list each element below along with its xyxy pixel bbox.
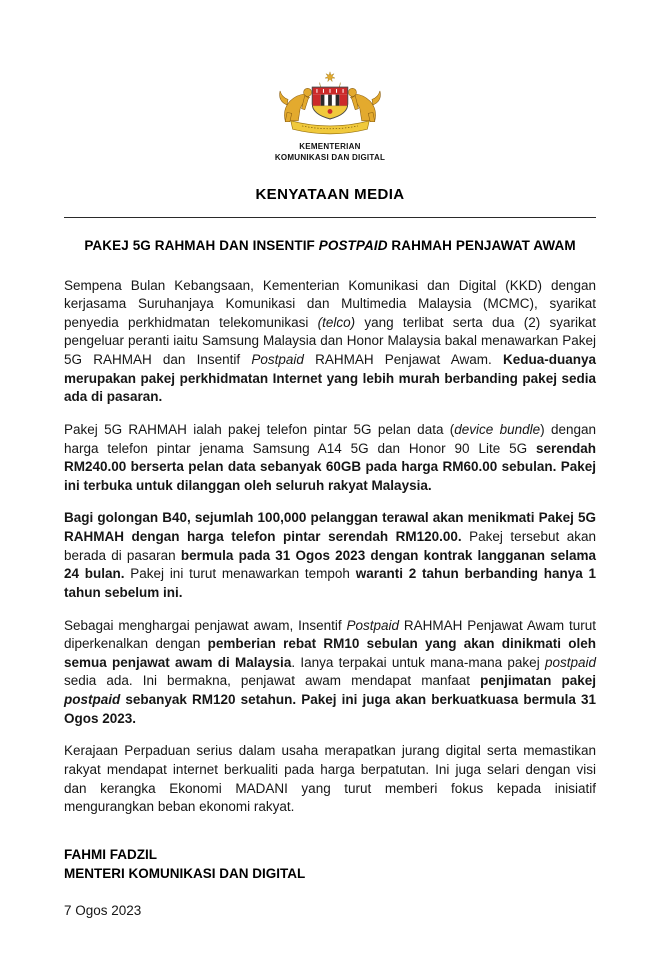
paragraph-1: Sempena Bulan Kebangsaan, Kementerian Komunikasi dan Digital (KKD) dengan kerjasama Suruhanjaya Komunikasi dan Multimedia Malaysia (MCMC), syarikat penyedia perkhidmatan telekomunikasi (telco) yang terlibat serta dua (2) syarikat pengeluar peranti iaitu Samsung Malaysia dan Honor Malaysia bakal menawarkan Pakej 5G RAHMAH dan Insentif Postpaid RAHMAH Penjawat Awam. Kedua-duanya merupakan pakej perkhidmatan Internet yang lebih murah berbanding pakej sedia ada di pasaran.	[64, 277, 596, 405]
press-release-body	[64, 277, 596, 817]
signature-block	[64, 845, 596, 883]
press-release-title: PAKEJ 5G RAHMAH DAN INSENTIF POSTPAID RAHMAH PENJAWAT AWAM	[84, 237, 576, 253]
document-header	[64, 70, 596, 218]
header-divider	[64, 217, 596, 218]
paragraph-4: Sebagai menghargai penjawat awam, Insentif Postpaid RAHMAH Penjawat Awam turut diperkenalkan dengan pemberian rebat RM10 sebulan yang akan dinikmati oleh semua penjawat awam di Malaysia. Ianya terpakai untuk mana-mana pakej postpaid sedia ada. Ini bermakna, penjawat awam mendapat manfaat penjimatan pakej postpaid sebanyak RM120 setahun. Pakej ini juga akan berkuatkuasa bermula 31 Ogos 2023.	[64, 617, 597, 726]
ministry-name-line1: KEMENTERIAN	[299, 142, 361, 151]
document-footer	[64, 845, 596, 918]
paragraph-5: Kerajaan Perpaduan serius dalam usaha merapatkan jurang digital serta memastikan rakyat mendapat internet berkualiti pada harga berpatutan. Ini juga selari dengan visi dan kerangka Ekonomi MADANI yang turut memberi fokus kepada inisiatif mengurangkan beban ekonomi rakyat.	[64, 743, 596, 815]
paragraph-3: Bagi golongan B40, sejumlah 100,000 pelanggan terawal akan menikmati Pakej 5G RAHMAH dengan harga telefon pintar serendah RM120.00. Pakej tersebut akan berada di pasaran bermula pada 31 Ogos 2023 dengan kontrak langganan selama 24 bulan. Pakej ini turut menawarkan tempoh waranti 2 tahun berbanding hanya 1 tahun sebelum ini.	[64, 510, 597, 600]
signatory-name: FAHMI FADZIL	[64, 846, 157, 862]
malaysia-coat-of-arms-icon	[274, 70, 386, 138]
document-type-heading: KENYATAAN MEDIA	[255, 185, 405, 203]
ministry-name-line2: KOMUNIKASI DAN DIGITAL	[274, 152, 386, 162]
ministry-name	[64, 142, 596, 164]
signatory-title: MENTERI KOMUNIKASI DAN DIGITAL	[64, 866, 306, 881]
paragraph-2: Pakej 5G RAHMAH ialah pakej telefon pintar 5G pelan data (device bundle) dengan harga telefon pintar jenama Samsung A14 5G dan Honor 90 Lite 5G serendah RM240.00 berserta pelan data sebanyak 60GB pada harga RM60.00 sebulan. Pakej ini terbuka untuk dilanggan oleh seluruh rakyat Malaysia.	[64, 421, 596, 493]
document-date: 7 Ogos 2023	[64, 903, 142, 919]
